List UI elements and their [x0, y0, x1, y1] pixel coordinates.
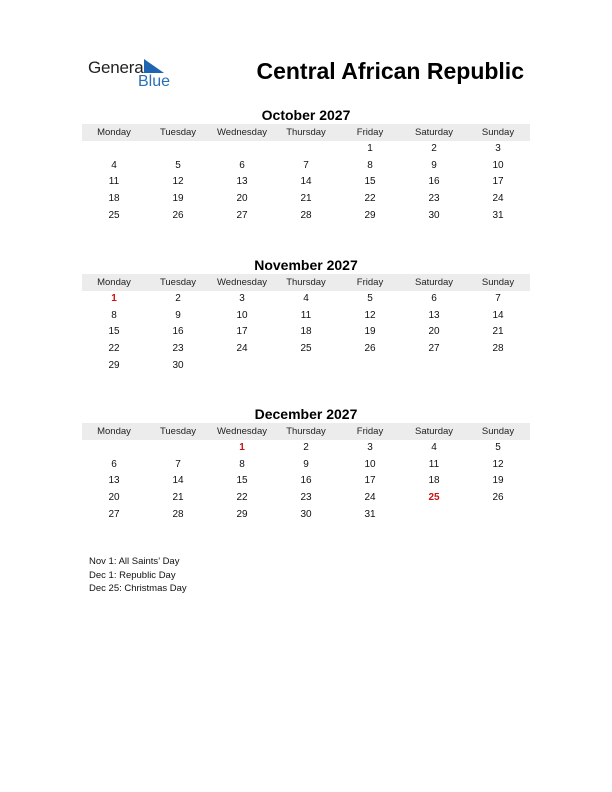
holiday-note: Dec 1: Republic Day	[89, 569, 176, 581]
day-cell: 21	[492, 326, 504, 338]
day-cell: 7	[175, 458, 181, 470]
month-block	[82, 106, 530, 224]
day-cell: 27	[428, 343, 440, 355]
week-row	[82, 457, 530, 474]
day-cell: 22	[364, 193, 376, 205]
week-row	[82, 507, 530, 524]
day-cell: 20	[428, 326, 440, 338]
day-cell	[466, 358, 530, 375]
day-cell: 17	[492, 176, 504, 188]
day-cell: 25	[300, 343, 312, 355]
weekday-label: Friday	[356, 277, 384, 288]
day-cell: 23	[428, 193, 440, 205]
day-cell: 10	[236, 309, 248, 321]
day-cell: 28	[172, 508, 184, 520]
weekday-label: Sunday	[481, 277, 515, 288]
day-cell: 6	[111, 458, 117, 470]
day-cell	[210, 141, 274, 158]
day-cell: 1	[111, 293, 117, 304]
day-cell: 30	[172, 359, 184, 371]
day-cell: 20	[108, 492, 120, 504]
weekday-header	[82, 423, 530, 440]
day-cell: 24	[236, 343, 248, 355]
day-cell: 3	[239, 293, 245, 304]
day-cell: 18	[300, 326, 312, 338]
weekday-label: Thursday	[286, 426, 326, 437]
day-cell: 24	[364, 492, 376, 504]
day-cell: 11	[428, 458, 440, 470]
day-cell: 16	[428, 176, 440, 188]
weekday-label: Monday	[97, 127, 131, 138]
day-cell: 4	[303, 293, 309, 304]
day-cell: 6	[239, 159, 245, 171]
weekday-label: Thursday	[286, 127, 326, 138]
week-row	[82, 324, 530, 341]
day-cell: 24	[492, 193, 504, 205]
day-cell: 8	[367, 159, 373, 171]
weekday-label: Wednesday	[217, 277, 267, 288]
brand-logo	[88, 56, 188, 92]
day-cell: 5	[495, 442, 501, 453]
day-cell: 26	[172, 209, 184, 221]
week-row	[82, 490, 530, 507]
day-cell: 12	[172, 176, 184, 188]
week-row	[82, 208, 530, 225]
day-cell: 3	[367, 442, 373, 453]
day-cell: 15	[108, 326, 120, 338]
day-cell: 28	[492, 343, 504, 355]
weekday-label: Tuesday	[159, 127, 197, 138]
holiday-notes	[89, 555, 187, 596]
day-cell: 1	[367, 143, 373, 154]
logo-text-general: General	[88, 58, 148, 77]
month-block	[82, 405, 530, 523]
week-row	[82, 291, 530, 308]
day-cell: 23	[300, 492, 312, 504]
logo-triangle-icon	[144, 59, 164, 73]
day-cell: 5	[367, 293, 373, 304]
day-cell: 31	[364, 508, 376, 520]
day-cell: 12	[492, 458, 504, 470]
day-cell: 13	[428, 309, 440, 321]
day-cell: 18	[108, 193, 120, 205]
day-cell: 30	[300, 508, 312, 520]
day-cell	[466, 507, 530, 524]
day-cell: 16	[300, 475, 312, 487]
day-cell: 14	[492, 309, 504, 321]
day-cell	[210, 358, 274, 375]
day-cell: 22	[236, 492, 248, 504]
weekday-header	[82, 274, 530, 291]
month-block	[82, 256, 530, 374]
week-row	[82, 141, 530, 158]
day-cell	[274, 358, 338, 375]
day-cell: 15	[364, 176, 376, 188]
week-row	[82, 308, 530, 325]
day-cell: 18	[428, 475, 440, 487]
day-cell: 15	[236, 475, 248, 487]
month-title: October 2027	[261, 107, 351, 123]
weekday-label: Saturday	[414, 277, 454, 288]
day-cell: 1	[239, 442, 245, 453]
day-cell: 11	[300, 309, 312, 321]
day-cell: 4	[111, 159, 117, 171]
weekday-label: Tuesday	[159, 277, 197, 288]
day-cell: 3	[495, 143, 501, 154]
day-cell: 9	[431, 159, 437, 171]
day-cell: 7	[495, 293, 501, 304]
week-row	[82, 358, 530, 375]
weekday-header	[82, 124, 530, 141]
weekday-label: Monday	[97, 426, 131, 437]
day-cell: 11	[108, 176, 120, 188]
day-cell: 13	[108, 475, 120, 487]
weekday-label: Saturday	[414, 426, 454, 437]
day-cell: 26	[492, 492, 504, 504]
day-cell	[82, 141, 146, 158]
day-cell	[146, 440, 210, 457]
weekday-label: Tuesday	[159, 426, 197, 437]
day-cell: 25	[108, 209, 120, 221]
day-cell: 29	[236, 508, 248, 520]
weekday-label: Thursday	[286, 277, 326, 288]
weekday-label: Monday	[97, 277, 131, 288]
day-cell: 2	[175, 293, 181, 304]
weekday-label: Sunday	[481, 426, 515, 437]
day-cell: 25	[428, 492, 440, 504]
day-cell: 22	[108, 343, 120, 355]
day-cell: 28	[300, 209, 312, 221]
day-cell	[274, 141, 338, 158]
holiday-note: Dec 25: Christmas Day	[89, 583, 187, 594]
weekday-label: Wednesday	[217, 127, 267, 138]
day-cell: 20	[236, 193, 248, 205]
day-cell: 19	[172, 193, 184, 205]
month-title: November 2027	[254, 257, 358, 273]
logo-text-blue: Blue	[138, 73, 171, 90]
day-cell: 26	[364, 343, 376, 355]
weekday-label: Friday	[356, 127, 384, 138]
day-cell: 6	[431, 293, 437, 304]
day-cell: 2	[431, 143, 437, 154]
day-cell	[146, 141, 210, 158]
day-cell: 10	[364, 458, 376, 470]
day-cell: 23	[172, 343, 184, 355]
weekday-label: Saturday	[414, 127, 454, 138]
day-cell	[402, 507, 466, 524]
week-row	[82, 191, 530, 208]
day-cell: 19	[492, 475, 504, 487]
day-cell: 4	[431, 442, 437, 453]
weekday-label: Wednesday	[217, 426, 267, 437]
day-cell: 13	[236, 176, 248, 188]
day-cell: 5	[175, 159, 181, 171]
week-row	[82, 158, 530, 175]
day-cell: 9	[175, 309, 181, 321]
weekday-label: Friday	[356, 426, 384, 437]
week-row	[82, 473, 530, 490]
day-cell: 16	[172, 326, 184, 338]
week-row	[82, 174, 530, 191]
day-cell: 29	[364, 209, 376, 221]
day-cell: 21	[300, 193, 312, 205]
week-row	[82, 440, 530, 457]
day-cell: 14	[172, 475, 184, 487]
day-cell: 9	[303, 458, 309, 470]
day-cell: 10	[492, 159, 504, 171]
holiday-note: Nov 1: All Saints’ Day	[89, 556, 180, 567]
day-cell: 21	[172, 492, 184, 504]
day-cell	[82, 440, 146, 457]
page-title: Central African Republic	[256, 58, 524, 84]
day-cell: 27	[236, 209, 248, 221]
week-row	[82, 341, 530, 358]
day-cell: 30	[428, 209, 440, 221]
month-title: December 2027	[254, 406, 358, 422]
weekday-label: Sunday	[481, 127, 515, 138]
day-cell: 7	[303, 159, 309, 171]
day-cell: 8	[239, 458, 245, 470]
day-cell: 27	[108, 508, 120, 520]
day-cell: 17	[236, 326, 248, 338]
day-cell: 29	[108, 359, 120, 371]
day-cell	[402, 358, 466, 375]
day-cell: 14	[300, 176, 312, 188]
day-cell: 31	[492, 209, 504, 221]
day-cell: 17	[364, 475, 376, 487]
day-cell	[338, 358, 402, 375]
day-cell: 2	[303, 442, 309, 453]
day-cell: 8	[111, 309, 117, 321]
day-cell: 19	[364, 326, 376, 338]
day-cell: 12	[364, 309, 376, 321]
